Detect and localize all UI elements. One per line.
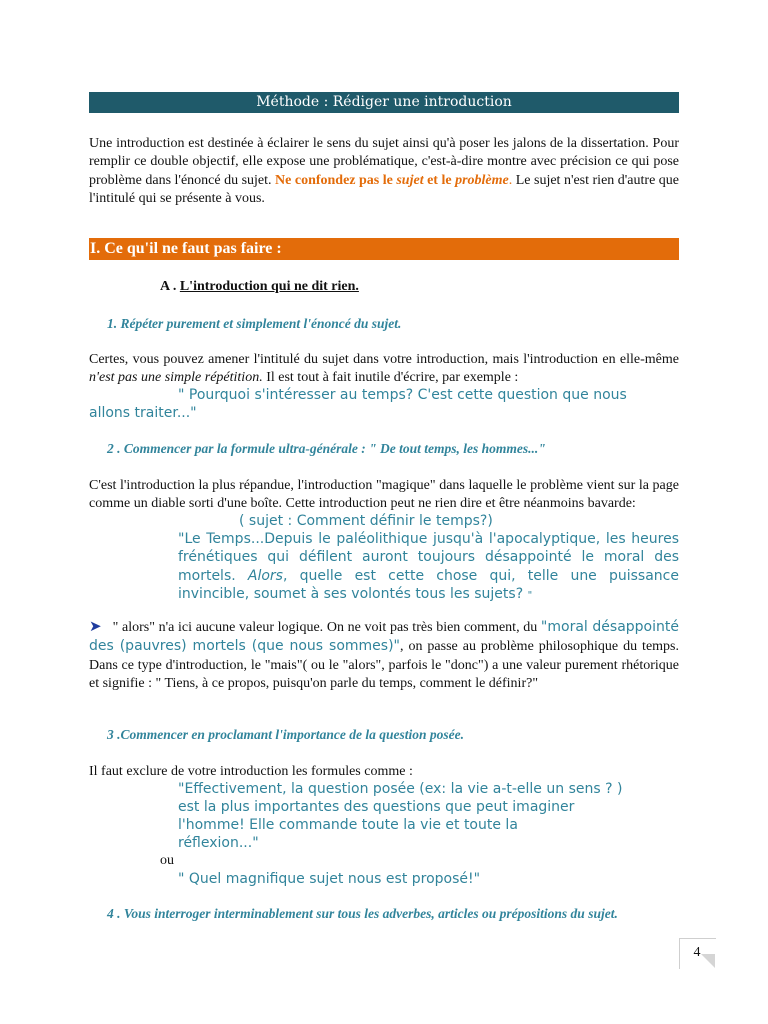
intro-text-1: Une introduction est destinée à éclairer le sens du sujet ainsi qu'à poser les jalons de la dissertation. Pour remplir ce double objectif, elle expose une problématique, c'est-à-dire montre avec précision ce qui pose problème dans l'énoncé du sujet. bbox=[89, 136, 679, 188]
item-2-quote-c: , quelle est cette chose qui, telle une puissance invincible, soumet à ses volontés tous les sujets? bbox=[178, 567, 679, 602]
item-2-quote-b: Alors bbox=[247, 567, 283, 584]
page-title: Méthode : Rédiger une introduction bbox=[89, 92, 679, 113]
intro-paragraph bbox=[89, 135, 679, 208]
arrow-icon: ➤ bbox=[89, 617, 102, 635]
item-2-comment bbox=[89, 617, 679, 693]
item-2-comment-a: " alors" n'a ici aucune valeur logique. On ne voit pas très bien comment, du bbox=[108, 620, 541, 635]
item-3-quote-1-line-2: est la plus importantes des questions que peut imaginer bbox=[178, 799, 575, 815]
item-1-text-a: Certes, vous pouvez amener l'intitulé du sujet dans votre introduction, mais l'introduction en elle-même bbox=[89, 352, 679, 367]
warning-sujet: sujet bbox=[396, 172, 424, 188]
item-2-comment-b: , on passe au problème philosophique du temps. Dans ce type d'introduction, le "mais"( ou le "alors", parfois le "donc") a une valeur purement rhétorique et signifie : " Tiens, à ce propos, puisqu'on parle du temps, comment le définir?" bbox=[89, 639, 679, 691]
page-number: 4 bbox=[693, 945, 701, 960]
item-3-or: ou bbox=[160, 853, 174, 868]
item-2-paragraph: C'est l'introduction la plus répandue, l'introduction "magique" dans laquelle le problème vient sur la page comme un diable sorti d'une boîte. Cette introduction peut ne rien dire et être néanmoins bavarde: bbox=[89, 478, 679, 512]
item-3-heading: 3 .Commencer en proclamant l'importance de la question posée. bbox=[107, 727, 464, 742]
warning-text-2: et le bbox=[423, 172, 456, 188]
item-1-quote-line-2: allons traiter..." bbox=[89, 405, 197, 421]
subsection-a-prefix: A . bbox=[160, 279, 177, 294]
subsection-a-title: L'introduction qui ne dit rien. bbox=[179, 279, 359, 294]
item-1-quote-line-1: " Pourquoi s'intéresser au temps? C'est cette question que nous bbox=[178, 387, 627, 403]
intro-text-2: Le sujet n'est rien d'autre que l'intitulé qui se présente à vous. bbox=[89, 172, 679, 206]
subsection-a-heading bbox=[160, 279, 359, 295]
item-1-text-c: Il est tout à fait inutile d'écrire, par exemple : bbox=[262, 370, 519, 386]
item-1-text-b: n'est pas une simple répétition. bbox=[89, 370, 263, 386]
item-4-heading: 4 . Vous interroger interminablement sur tous les adverbes, articles ou prépositions du sujet. bbox=[107, 906, 618, 921]
item-3-quote-1-line-1: "Effectivement, la question posée (ex: la vie a-t-elle un sens ? ) bbox=[178, 781, 623, 797]
item-3-text: Il faut exclure de votre introduction les formules comme : bbox=[89, 764, 413, 779]
warning-period: . bbox=[508, 172, 513, 188]
item-1-heading: 1. Répéter purement et simplement l'énoncé du sujet. bbox=[107, 316, 402, 331]
item-2-comment-quote: "moral désappointé des (pauvres) mortels (que nous sommes)" bbox=[89, 619, 679, 655]
item-3-quote-2: " Quel magnifique sujet nous est proposé!" bbox=[178, 871, 481, 887]
item-3-quote-1-line-3: l'homme! Elle commande toute la vie et toute la bbox=[178, 817, 518, 833]
section-heading: I. Ce qu'il ne faut pas faire : bbox=[89, 238, 679, 260]
item-2-quote bbox=[178, 530, 679, 605]
warning-text-1: Ne confondez pas le bbox=[275, 172, 397, 188]
item-2-heading: 2 . Commencer par la formule ultra-générale : " De tout temps, les hommes..." bbox=[107, 441, 546, 456]
item-3-quote-1-line-4: réflexion..." bbox=[178, 835, 259, 851]
warning-probleme: problème bbox=[455, 172, 509, 188]
item-2-quote-a: "Le Temps...Depuis le paléolithique jusqu'à l'apocalyptique, les heures frénétiques qui défilent auront toujours désappointé le moral des mortels. bbox=[178, 531, 679, 584]
item-2-subject-note: ( sujet : Comment définir le temps?) bbox=[239, 513, 493, 529]
item-2-quote-d: " bbox=[527, 589, 533, 601]
item-1-paragraph bbox=[89, 351, 679, 388]
